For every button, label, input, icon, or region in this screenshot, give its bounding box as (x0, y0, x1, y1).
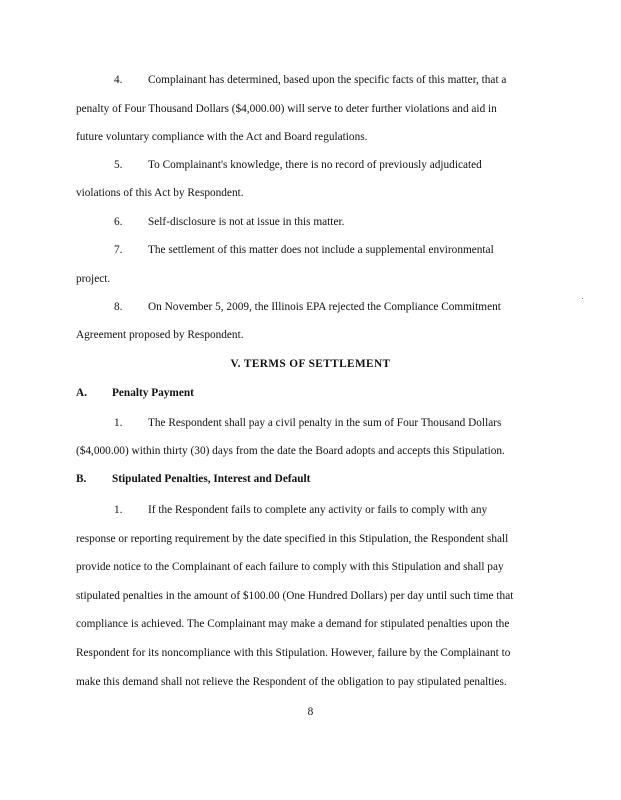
paragraph-line: The Respondent shall pay a civil penalty in the sum of Four Thousand Dollars (148, 417, 502, 429)
paragraph-line: provide notice to the Complainant of each failure to comply with this Stipulation and shall pay (76, 561, 504, 573)
section-heading: V. TERMS OF SETTLEMENT (230, 358, 391, 370)
paragraph-number: 4. (114, 74, 123, 86)
paragraph-line: To Complainant's knowledge, there is no record of previously adjudicated (148, 159, 482, 171)
paragraph-number: 7. (114, 244, 123, 256)
paragraph-line: project. (76, 273, 111, 285)
paragraph-number: 6. (114, 216, 123, 228)
paragraph-number: 5. (114, 159, 123, 171)
paragraph-line: Complainant has determined, based upon the specific facts of this matter, that a (148, 74, 507, 86)
subsection-letter: B. (76, 473, 87, 485)
paragraph-line: On November 5, 2009, the Illinois EPA rejected the Compliance Commitment (148, 301, 501, 313)
paragraph-line: violations of this Act by Respondent. (76, 187, 244, 199)
paragraph-line: future voluntary compliance with the Act and Board regulations. (76, 131, 368, 143)
subsection-letter: A. (76, 387, 87, 399)
paragraph-line: compliance is achieved. The Complainant may make a demand for stipulated penalties upon the (76, 618, 510, 630)
paragraph-line: The settlement of this matter does not include a supplemental environmental (148, 244, 494, 256)
paragraph-line: Agreement proposed by Respondent. (76, 329, 244, 341)
subsection-title: Penalty Payment (112, 387, 194, 399)
paragraph-line: stipulated penalties in the amount of $100.00 (One Hundred Dollars) per day until such time that (76, 590, 514, 602)
paragraph-line: If the Respondent fails to complete any activity or fails to comply with any (148, 504, 488, 516)
page-number: 8 (307, 706, 314, 718)
paragraph-number: 8. (114, 301, 123, 313)
paragraph-number: 1. (114, 504, 123, 516)
paragraph-line: make this demand shall not relieve the Respondent of the obligation to pay stipulated penalties. (76, 676, 507, 688)
subsection-title: Stipulated Penalties, Interest and Default (112, 473, 311, 485)
paragraph-line: penalty of Four Thousand Dollars ($4,000.00) will serve to deter further violations and aid in (76, 103, 497, 115)
paragraph-line: Respondent for its noncompliance with this Stipulation. However, failure by the Complainant to (76, 647, 511, 659)
scan-speck (582, 298, 583, 299)
paragraph-line: Self-disclosure is not at issue in this matter. (148, 216, 345, 228)
paragraph-number: 1. (114, 417, 123, 429)
paragraph-line: response or reporting requirement by the date specified in this Stipulation, the Respondent shall (76, 533, 509, 545)
paragraph-line: ($4,000.00) within thirty (30) days from the date the Board adopts and accepts this Stipulation. (76, 445, 505, 457)
